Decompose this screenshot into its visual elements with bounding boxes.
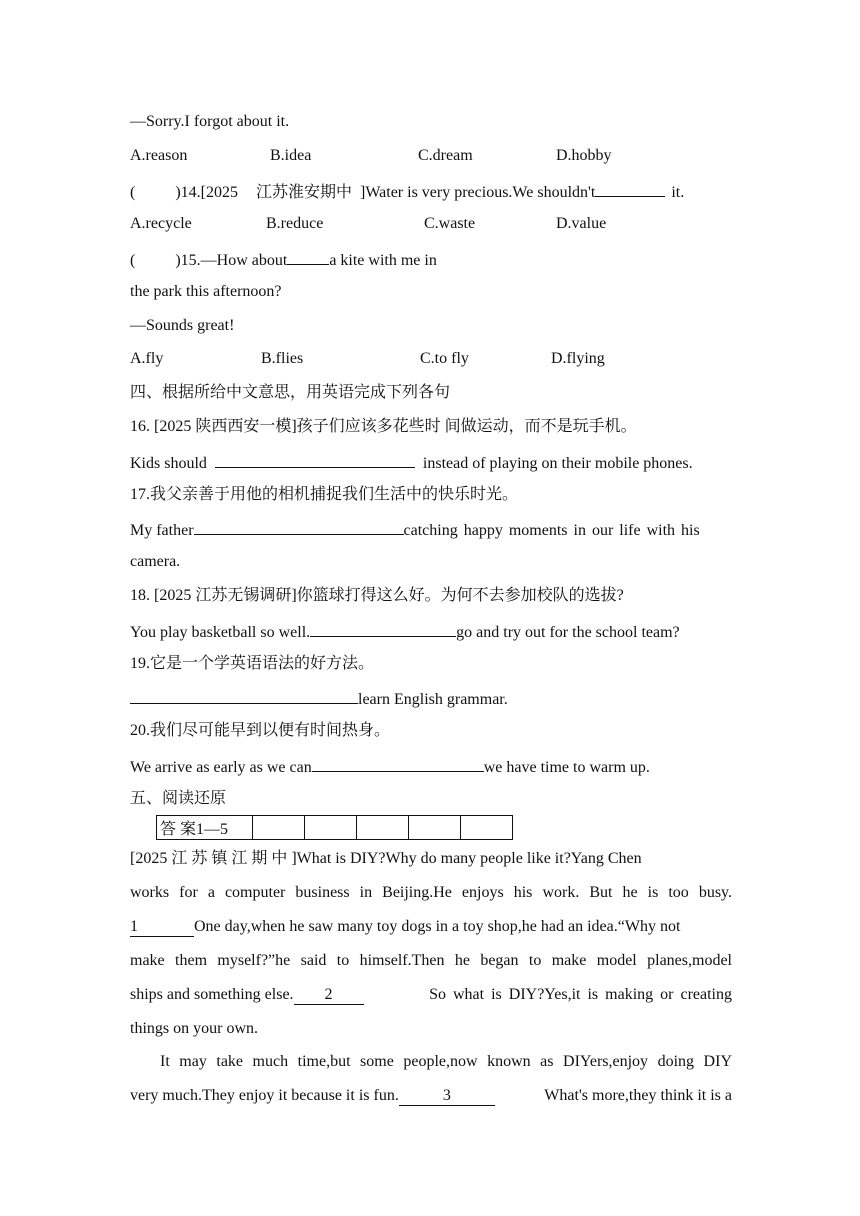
answer-cell-2[interactable] [305, 816, 357, 840]
q14-blank[interactable] [595, 180, 665, 197]
q19-chinese: 19.它是一个学英语语法的好方法。 [130, 655, 375, 672]
q17-english-cont: camera. [130, 553, 181, 570]
q18-text-a: You play basketball so well. [130, 624, 311, 641]
blank-2[interactable]: 2 [294, 986, 364, 1005]
q16-chinese: 16. [2025 陕西西安一模]孩子们应该多花些时 间做运动，而不是玩手机。 [130, 418, 637, 435]
section4-title: 四、根据所给中文意思，用英语完成下列各句 [130, 384, 451, 401]
q15-option-a[interactable]: A.fly [130, 350, 164, 367]
passage-text: [2025 江 苏 镇 江 期 中 ]What is DIY?Why do many people like it?Yang Chen [130, 850, 642, 867]
passage-p1-line2: works for a computer business in Beijing.He enjoys his work. But he is too busy. [130, 884, 732, 901]
q14-option-d[interactable]: D.value [556, 215, 607, 232]
q17-text-b: catching happy moments in our life with his [403, 522, 700, 539]
q15-paren-open: ( [130, 252, 136, 269]
q20-chinese: 20.我们尽可能早到以便有时间热身。 [130, 722, 391, 739]
q15-stem [130, 248, 437, 271]
answer-cell-5[interactable] [461, 816, 513, 840]
passage-p1-line4: make them myself?”he said to himself.Then he began to make model planes,model [130, 952, 732, 969]
q14-option-c[interactable]: C.waste [424, 215, 476, 232]
q15-option-d[interactable]: D.flying [551, 350, 605, 367]
q18-blank[interactable] [310, 620, 456, 637]
passage-p1-line1 [130, 849, 732, 869]
answer-cell-4[interactable] [409, 816, 461, 840]
q14-stem [130, 180, 684, 203]
q16-text-b: instead of playing on their mobile phones. [422, 455, 693, 472]
q13-option-b[interactable]: B.idea [270, 147, 312, 164]
passage-p2-line1: It may take much time,but some people,now known as DIYers,enjoy doing DIY [160, 1053, 732, 1070]
passage-p1-line5 [130, 985, 732, 1005]
q15-reply: —Sounds great! [130, 317, 235, 334]
q14-option-b[interactable]: B.reduce [266, 215, 324, 232]
passage-text: ships and something else. [130, 986, 294, 1003]
q14-number: )14.[2025 [175, 184, 238, 201]
q18-english [130, 620, 680, 643]
q20-english [130, 755, 650, 778]
q15-option-c[interactable]: C.to fly [420, 350, 469, 367]
q13-option-d[interactable]: D.hobby [556, 147, 612, 164]
answer-cell-3[interactable] [357, 816, 409, 840]
q13-option-c[interactable]: C.dream [418, 147, 473, 164]
q14-stem-end: it. [671, 184, 685, 201]
passage-p2-line2 [130, 1086, 732, 1106]
q13-reply: —Sorry.I forgot about it. [130, 113, 290, 130]
q17-text-a: My father [130, 522, 194, 539]
q13-option-a[interactable]: A.reason [130, 147, 188, 164]
passage-text: One day,when he saw many toy dogs in a toy shop,he had an idea.“Why not [194, 918, 681, 935]
answer-cell-1[interactable] [253, 816, 305, 840]
q20-blank[interactable] [312, 755, 484, 772]
q20-text-a: We arrive as early as we can [130, 759, 312, 776]
q19-english [130, 687, 508, 710]
q15-stem-text: )15.—How about [175, 252, 288, 269]
q16-text-a: Kids should [130, 455, 207, 472]
q17-english [130, 518, 700, 541]
q18-chinese: 18. [2025 江苏无锡调研]你篮球打得这么好。为何不去参加校队的选拔? [130, 587, 624, 604]
q14-stem-text: ]Water is very precious.We shouldn't [360, 184, 596, 201]
q14-paren-open: ( [130, 184, 136, 201]
q14-source: 江苏淮安期中 [255, 184, 352, 201]
answer-table-header: 答 案1—5 [157, 816, 253, 840]
q17-chinese: 17.我父亲善于用他的相机捕捉我们生活中的快乐时光。 [130, 486, 519, 503]
q14-option-a[interactable]: A.recycle [130, 215, 192, 232]
q15-option-b[interactable]: B.flies [261, 350, 304, 367]
q16-english [130, 451, 693, 474]
answer-table [156, 815, 513, 840]
q18-text-b: go and try out for the school team? [456, 624, 680, 641]
q19-text-b: learn English grammar. [358, 691, 508, 708]
q17-blank[interactable] [194, 518, 404, 535]
blank-3[interactable]: 3 [399, 1087, 495, 1106]
q16-blank[interactable] [215, 451, 415, 468]
passage-text: What's more,they think it is a [544, 1087, 732, 1104]
section5-title: 五、阅读还原 [130, 790, 227, 807]
q15-blank[interactable] [287, 248, 329, 265]
passage-p1-line6: things on your own. [130, 1020, 258, 1037]
passage-p1-line3 [130, 917, 680, 937]
q20-text-b: we have time to warm up. [483, 759, 650, 776]
passage-text: So what is DIY?Yes,it is making or creating [429, 986, 732, 1003]
q19-blank[interactable] [130, 687, 358, 704]
passage-text: very much.They enjoy it because it is fun. [130, 1087, 399, 1104]
blank-1[interactable]: 1 [130, 918, 194, 937]
q15-line2: the park this afternoon? [130, 283, 282, 300]
q15-stem-end: a kite with me in [329, 252, 437, 269]
